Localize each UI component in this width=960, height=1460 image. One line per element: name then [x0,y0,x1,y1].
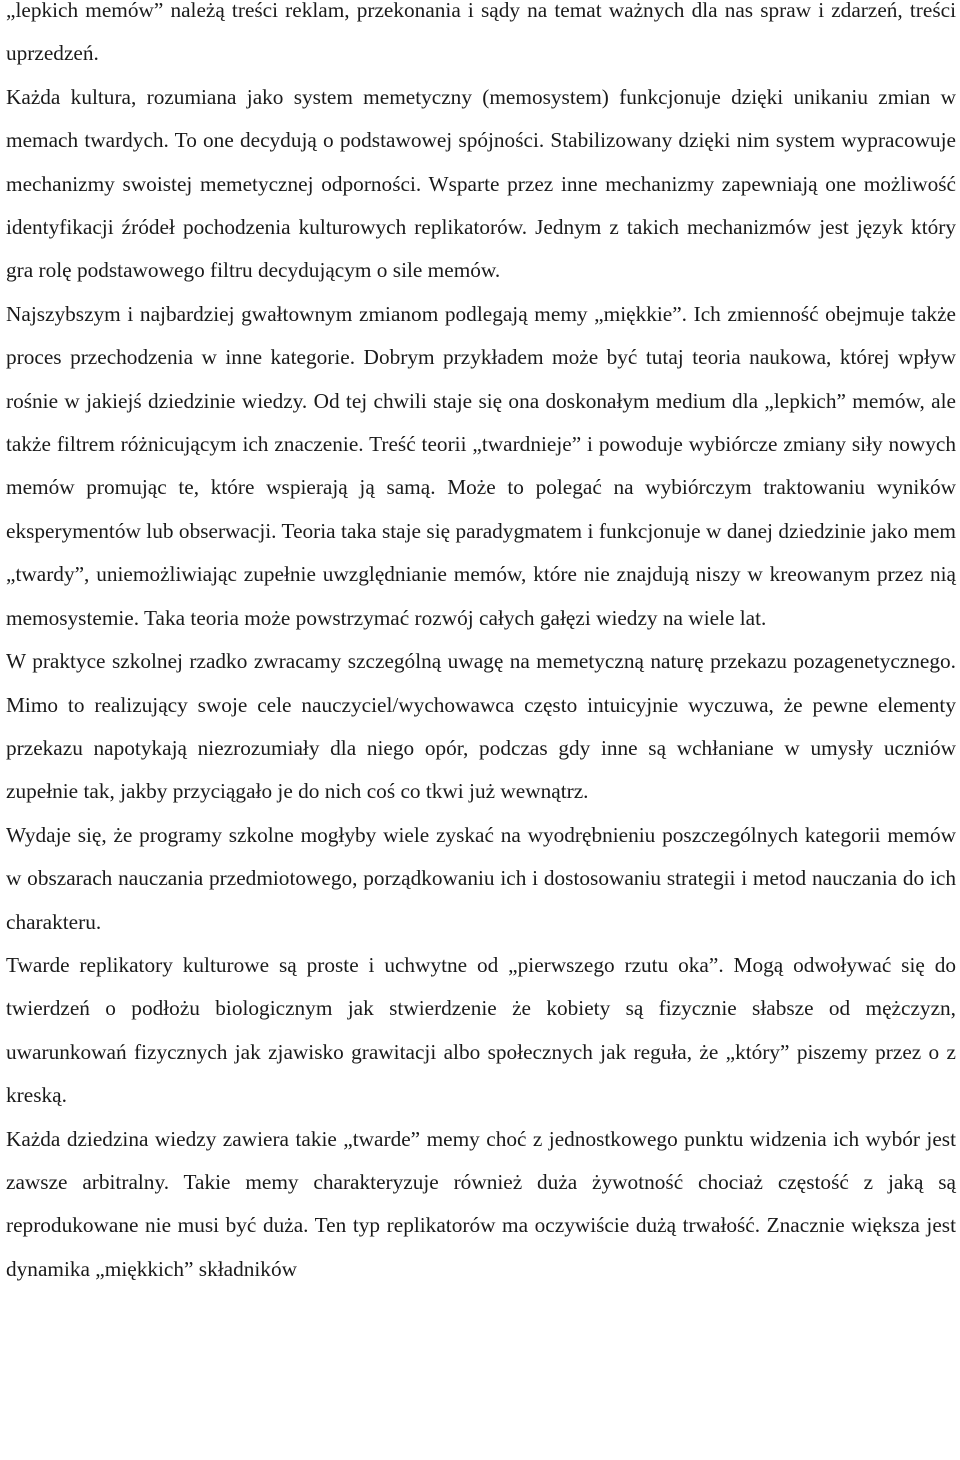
paragraph-7: Każda dziedzina wiedzy zawiera takie „twarde” memy choć z jednostkowego punktu widzenia ich wybór jest zawsze arbitralny. Takie memy charakteryzuje również duża żywotność chociaż częstość z jaką są reprodukowane nie musi być duża. Ten typ replikatorów ma oczywiście dużą trwałość. Znacznie większa jest dynamika „miękkich” składników [6,1126,956,1281]
paragraph-5: Wydaje się, że programy szkolne mogłyby wiele zyskać na wyodrębnieniu poszczególnych kategorii memów w obszarach nauczania przedmiotowego, porządkowaniu ich i dostosowaniu strategii i metod nauczania do ich charakteru. [6,822,956,934]
paragraph-2: Każda kultura, rozumiana jako system memetyczny (memosystem) funkcjonuje dzięki unikaniu zmian w memach twardych. To one decydują o podstawowej spójności. Stabilizowany dzięki nim system wypracowuje mechanizmy swoistej memetycznej odporności. Wsparte przez inne mechanizmy zapewniają one możliwość identyfikacji źródeł pochodzenia kulturowych replikatorów. Jednym z takich mechanizmów jest język który gra rolę podstawowego filtru decydującym o sile memów. [6,84,956,283]
paragraph-4: W praktyce szkolnej rzadko zwracamy szczególną uwagę na memetyczną naturę przekazu pozagenetycznego. Mimo to realizujący swoje cele nauczyciel/wychowawca często intuicyjnie wyczuwa, że pewne elementy przekazu napotykają niezrozumiały dla niego opór, podczas gdy inne są wchłaniane w umysły uczniów zupełnie tak, jakby przyciągało je do nich coś co tkwi już wewnątrz. [6,649,956,804]
paragraph-3: Najszybszym i najbardziej gwałtownym zmianom podlegają memy „miękkie”. Ich zmienność obejmuje także proces przechodzenia w inne kategorie. Dobrym przykładem może być tutaj teoria naukowa, której wpływ rośnie w jakiejś dziedzinie wiedzy. Od tej chwili staje się ona doskonałym medium dla „lepkich” memów, ale także filtrem różnicującym ich znaczenie. Treść teorii „twardnieje” i powoduje wybiórcze zmiany siły nowych memów promując te, które wspierają ją samą. Może to polegać na wybiórczym traktowaniu wyników eksperymentów lub obserwacji. Teoria taka staje się paradygmatem i funkcjonuje w danej dziedzinie jako mem „twardy”, uniemożliwiając zupełnie uwzględnianie memów, które nie znajdują niszy w kreowanym przez nią memosystemie. Taka teoria może powstrzymać rozwój całych gałęzi wiedzy na wiele lat. [6,301,956,630]
paragraph-6: Twarde replikatory kulturowe są proste i uchwytne od „pierwszego rzutu oka”. Mogą odwoływać się do twierdzeń o podłożu biologicznym jak stwierdzenie że kobiety są fizycznie słabsze od mężczyzn, uwarunkowań fizycznych jak zjawisko grawitacji albo społecznych jak reguła, że „który” piszemy przez o z kreską. [6,952,956,1108]
paragraph-1: „lepkich memów” należą treści reklam, przekonania i sądy na temat ważnych dla nas spraw i zdarzeń, treści uprzedzeń. [6,0,956,66]
